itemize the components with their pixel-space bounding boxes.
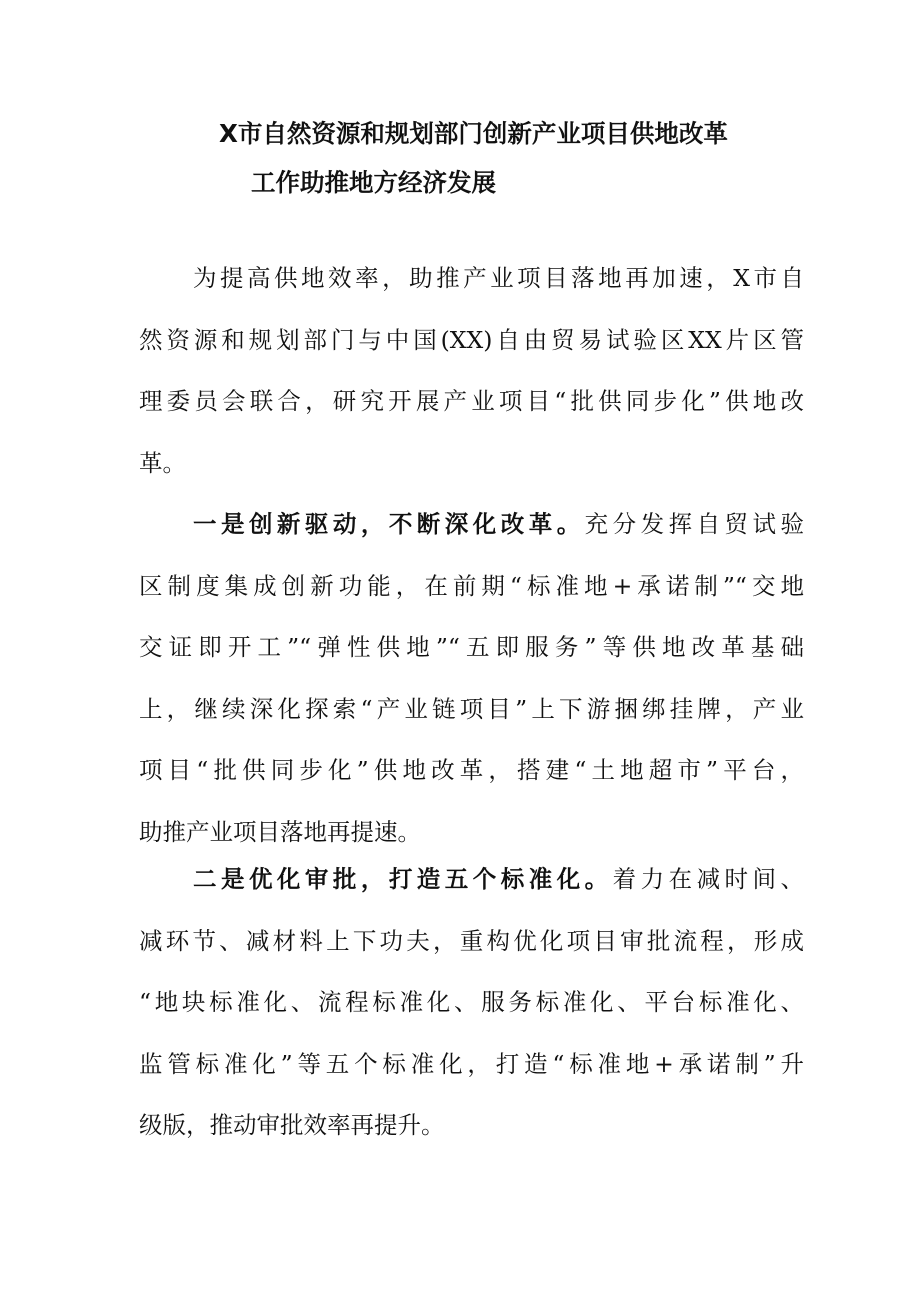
paragraph-line (139, 494, 804, 556)
paragraph-intro (139, 248, 804, 494)
paragraph-line: 为提高供地效率，助推产业项目落地再加速，X市自 (193, 264, 804, 292)
paragraph-line: 交证即开工”“弹性供地”“五即服务”等供地改革基础 (139, 633, 804, 661)
paragraph-line: 监管标准化”等五个标准化，打造“标准地+承诺制”升 (139, 1049, 804, 1078)
paragraph-line: 区制度集成创新功能，在前期“标准地+承诺制”“交地 (139, 571, 804, 600)
paragraph-line: 助推产业项目落地再提速。 (139, 817, 421, 846)
paragraph-line: 革。 (139, 448, 186, 477)
paragraph-line (139, 849, 804, 911)
paragraph-line: 然资源和规划部门与中国(XX)自由贸易试验区XX片区管 (139, 325, 804, 354)
document-title-line-1: X市自然资源和规划部门创新产业项目供地改革 (219, 119, 728, 148)
paragraph-line: 项目“批供同步化”供地改革，搭建“土地超市”平台， (139, 756, 804, 784)
paragraph-line-text: 着力在减时间、 (612, 865, 805, 893)
paragraph-line: 减环节、减材料上下功夫，重构优化项目审批流程，形成 (139, 926, 804, 955)
paragraph-line: 理委员会联合，研究开展产业项目“批供同步化”供地改 (139, 387, 804, 415)
paragraph-line: 上，继续深化探索“产业链项目”上下游捆绑挂牌，产业 (139, 694, 804, 723)
paragraph-point-one (139, 494, 804, 863)
document-title-line-2: 工作助推地方经济发展 (251, 168, 496, 197)
paragraph-point-two (139, 849, 804, 1157)
paragraph-line: 级版，推动审批效率再提升。 (139, 1111, 445, 1139)
paragraph-line: “地块标准化、流程标准化、服务标准化、平台标准化、 (139, 988, 804, 1016)
paragraph-line-text: 充分发挥自贸试验 (584, 510, 805, 538)
paragraph-lead: 一是创新驱动，不断深化改革。 (193, 510, 585, 538)
paragraph-lead: 二是优化审批，打造五个标准化。 (193, 865, 613, 893)
